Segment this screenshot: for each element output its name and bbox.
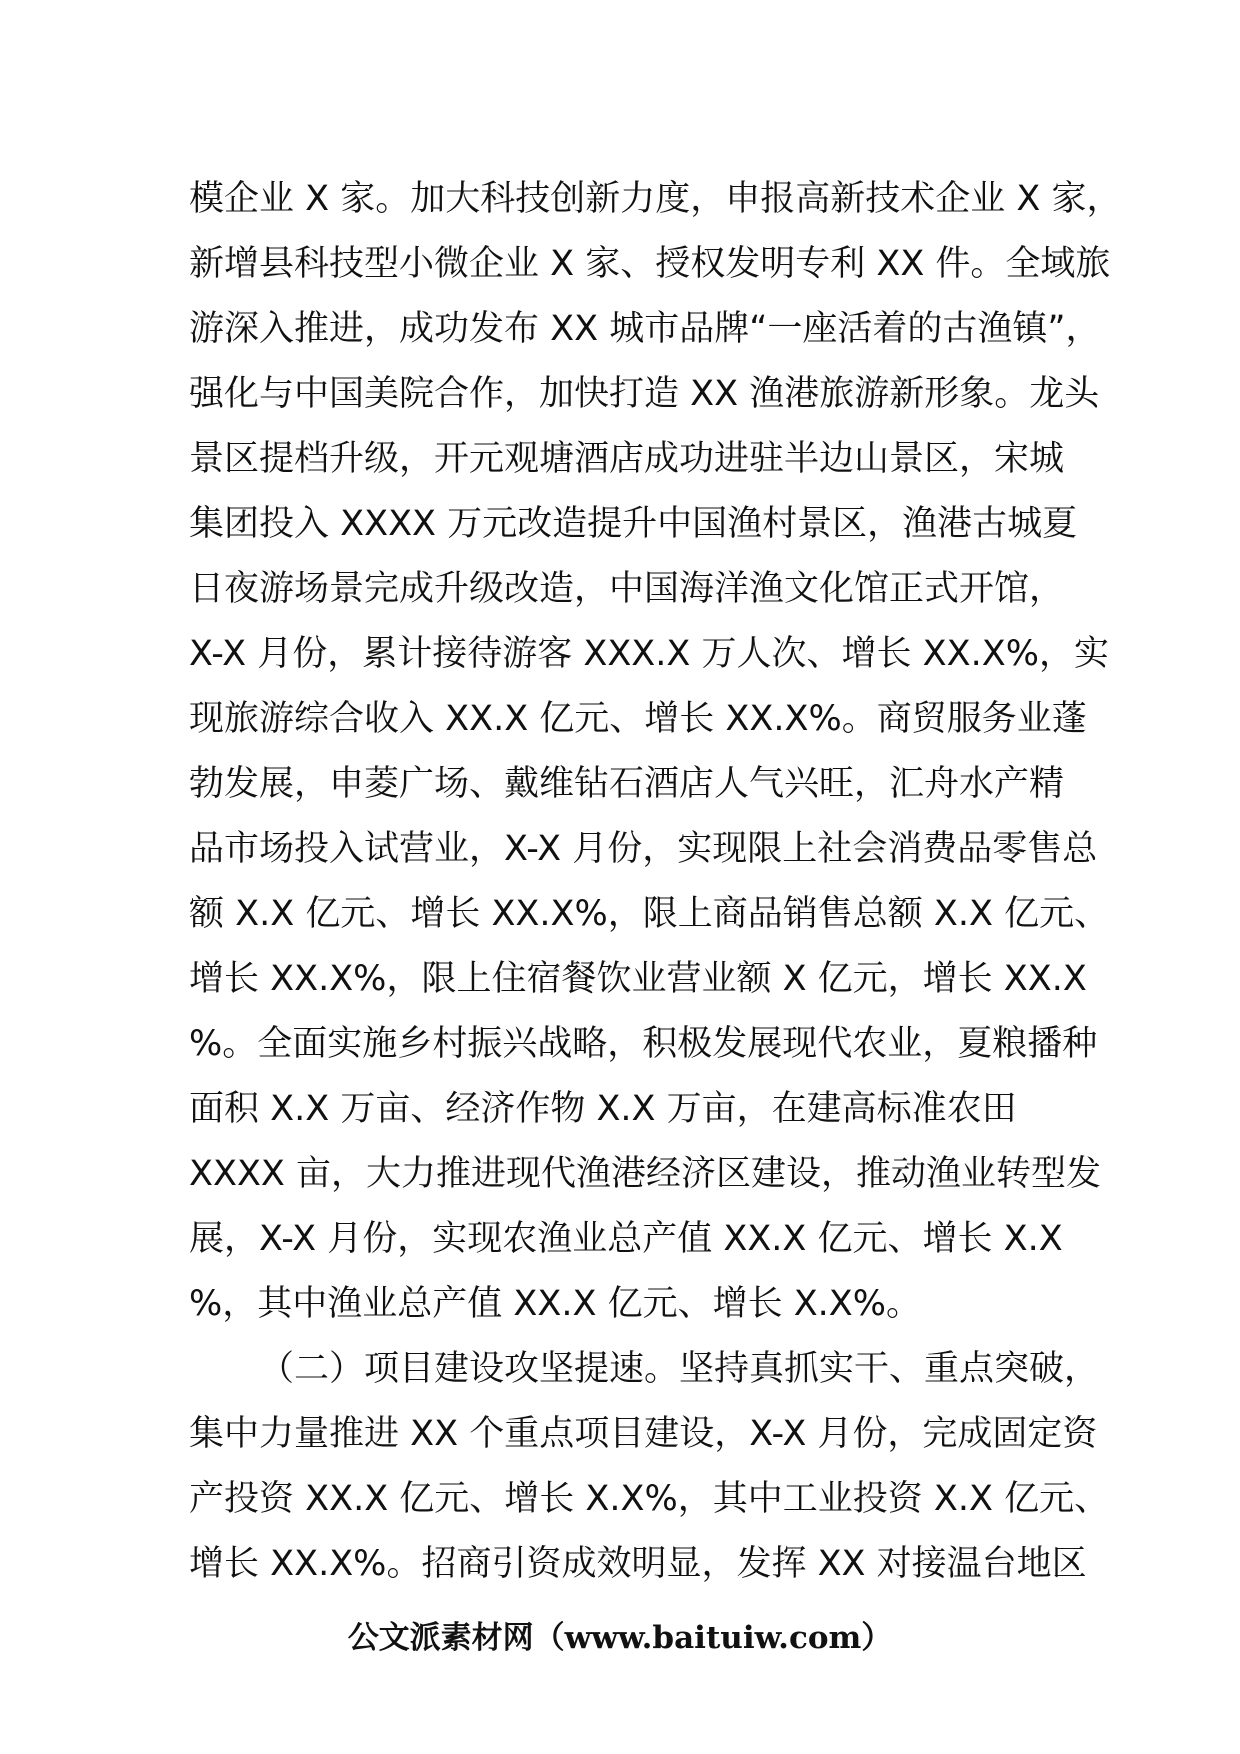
text-line: XXXX 亩，大力推进现代渔港经济区建设，推动渔业转型发 [189, 1154, 1102, 1194]
text-line: 游深入推进，成功发布 XX 城市品牌“一座活着的古渔镇”， [189, 309, 1101, 349]
text-line: 额 X.X 亿元、增长 XX.X%，限上商品销售总额 X.X 亿元、 [189, 894, 1110, 934]
text-line: %。全面实施乡村振兴战略，积极发展现代农业，夏粮播种 [189, 1024, 1098, 1064]
text-line: 增长 XX.X%。招商引资成效明显，发挥 XX 对接温台地区 [189, 1544, 1087, 1584]
text-line: 现旅游综合收入 XX.X 亿元、增长 XX.X%。商贸服务业蓬 [189, 699, 1087, 739]
text-line: 强化与中国美院合作，加快打造 XX 渔港旅游新形象。龙头 [189, 374, 1100, 414]
text-line: 新增县科技型小微企业 X 家、授权发明专利 XX 件。全域旅 [189, 244, 1111, 284]
document-body [189, 167, 1122, 1597]
text-line: 模企业 X 家。加大科技创新力度，申报高新技术企业 X 家， [189, 179, 1122, 219]
text-line: 日夜游场景完成升级改造，中国海洋渔文化馆正式开馆， [189, 569, 1065, 609]
footer-watermark: 公文派素材网（www.baituiw.com） [347, 1620, 893, 1656]
text-line: 面积 X.X 万亩、经济作物 X.X 万亩，在建高标准农田 [189, 1089, 1017, 1129]
text-line: 展，X-X 月份，实现农渔业总产值 XX.X 亿元、增长 X.X [189, 1219, 1063, 1259]
section-heading-line: （二）项目建设攻坚提速。坚持真抓实干、重点突破， [259, 1349, 1100, 1389]
text-line: 勃发展，申菱广场、戴维钻石酒店人气兴旺，汇舟水产精 [189, 764, 1065, 804]
text-line: 集团投入 XXXX 万元改造提升中国渔村景区，渔港古城夏 [189, 504, 1078, 544]
text-line: 品市场投入试营业，X-X 月份，实现限上社会消费品零售总 [189, 829, 1098, 869]
text-line: X-X 月份，累计接待游客 XXX.X 万人次、增长 XX.X%，实 [189, 634, 1109, 674]
text-line: %，其中渔业总产值 XX.X 亿元、增长 X.X%。 [189, 1284, 922, 1324]
text-line: 景区提档升级，开元观塘酒店成功进驻半边山景区，宋城 [189, 439, 1065, 479]
text-line: 增长 XX.X%，限上住宿餐饮业营业额 X 亿元，增长 XX.X [189, 959, 1087, 999]
text-line: 集中力量推进 XX 个重点项目建设，X-X 月份，完成固定资 [189, 1414, 1098, 1454]
text-line: 产投资 XX.X 亿元、增长 X.X%，其中工业投资 X.X 亿元、 [189, 1479, 1110, 1519]
